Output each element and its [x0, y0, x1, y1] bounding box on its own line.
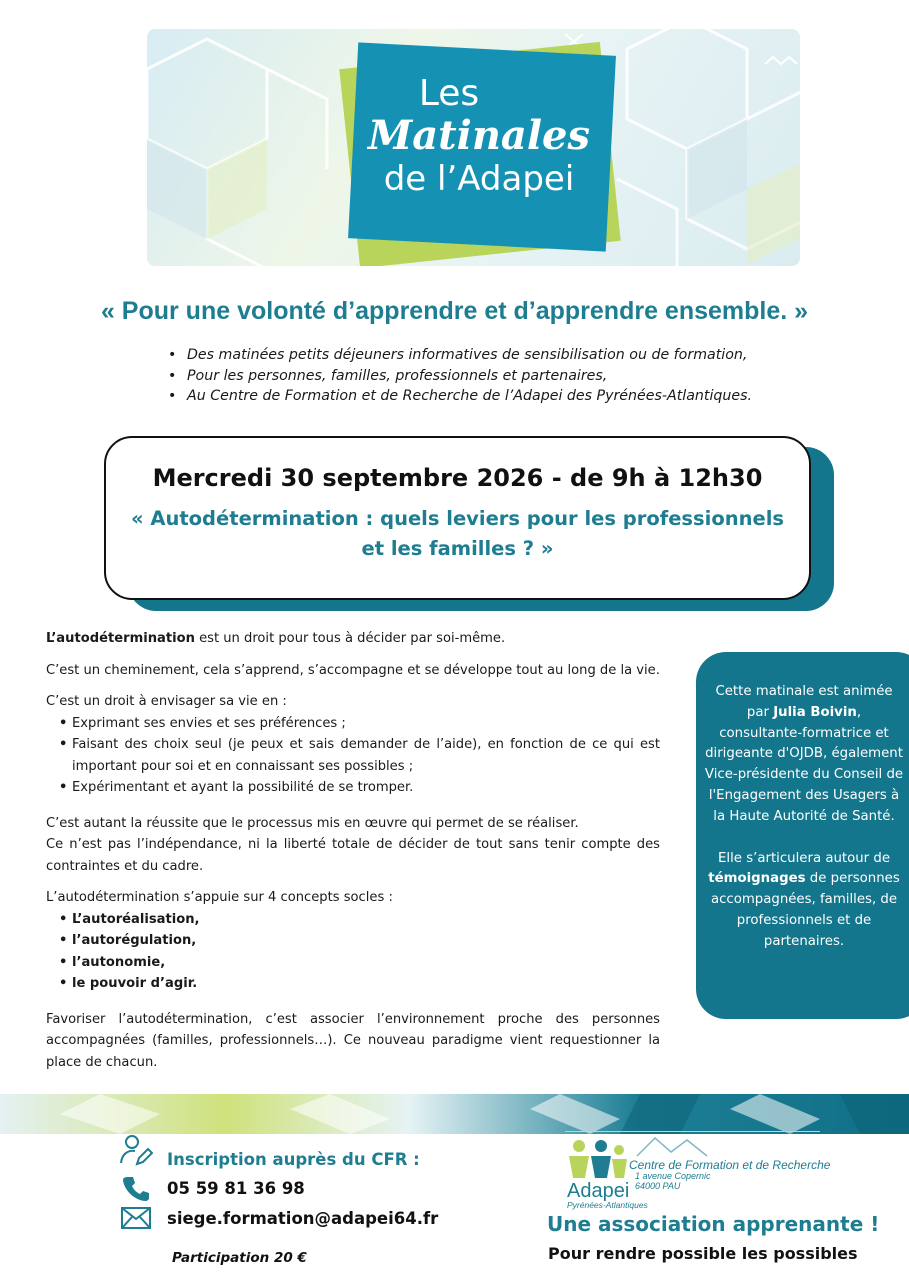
- phone-row: [118, 1174, 305, 1202]
- body-paragraph: Favoriser l’autodétermination, c’est associer l’environnement proche des personnes accompagnées (familles, professionnels…). Ce nouveau paradigme vient requestionner la place de chacun.: [46, 1011, 660, 1070]
- adapei-logo: [565, 1131, 831, 1211]
- body-text: [46, 628, 660, 1083]
- address-line: 64000 PAU: [635, 1180, 681, 1191]
- list-item: • l’autorégulation,: [46, 930, 660, 952]
- testimonials-term: témoignages: [708, 871, 806, 887]
- address-line: 1 avenue Copernic: [635, 1171, 711, 1181]
- event-title: « Autodétermination : quels leviers pour les professionnels et les familles ? »: [130, 507, 785, 560]
- list-item: • le pouvoir d’agir.: [46, 973, 660, 995]
- body-term: L’autodétermination: [46, 631, 195, 646]
- footer-pattern: [0, 1094, 909, 1134]
- speaker-text: Cette matinale est animée par: [715, 684, 893, 720]
- mail-icon: [118, 1207, 154, 1229]
- mountain-line-icon: [635, 1134, 795, 1160]
- event-box: [104, 436, 811, 600]
- body-paragraph: Ce n’est pas l’indépendance, ni la liberté totale de décider de tout sans tenir compte des contraintes et du cadre.: [46, 837, 660, 874]
- body-paragraph: C’est autant la réussite que le processus mis en œuvre qui permet de se réaliser.: [46, 815, 579, 831]
- phone-number[interactable]: 05 59 81 36 98: [167, 1178, 305, 1198]
- cfr-address: [635, 1172, 711, 1191]
- footer-band: [0, 1094, 909, 1134]
- list-item: • Expérimentant et ayant la possibilité de se tromper.: [46, 777, 660, 799]
- speaker-panel: [696, 652, 909, 1019]
- concepts-list: [46, 909, 660, 995]
- adapei-name: Adapei: [567, 1180, 630, 1202]
- speaker-name: Julia Boivin: [773, 704, 857, 720]
- logo-line-3: de l’Adapei: [383, 159, 575, 199]
- intro-list: [168, 345, 868, 407]
- intro-item: • Des matinées petits déjeuners informatives de sensibilisation ou de formation,: [168, 345, 868, 366]
- body-paragraph: C’est un cheminement, cela s’apprend, s’accompagne et se développe tout au long de la vie.: [46, 662, 660, 678]
- header-banner: [147, 29, 800, 266]
- adapei-region: Pyrénées-Atlantiques: [567, 1200, 648, 1210]
- list-item: • Exprimant ses envies et ses préférences ;: [46, 713, 660, 735]
- intro-item: • Pour les personnes, familles, professionnels et partenaires,: [168, 366, 868, 387]
- cfr-name: Centre de Formation et de Recherche: [629, 1158, 831, 1172]
- body-paragraph: [46, 628, 660, 650]
- body-text-span: est un droit pour tous à décider par soi-même.: [194, 631, 506, 646]
- sub-slogan: Pour rendre possible les possibles: [548, 1244, 858, 1263]
- event-date: Mercredi 30 septembre 2026 - de 9h à 12h30: [152, 464, 763, 492]
- body-list: [46, 713, 660, 799]
- logo-line-1: Les: [418, 73, 480, 114]
- speaker-text: de personnes accompagnées, familles, de professionnels et de partenaires.: [710, 871, 900, 949]
- body-paragraph: C’est un droit à envisager sa vie en :: [46, 694, 287, 709]
- participation-fee: Participation 20 €: [172, 1250, 307, 1266]
- person-edit-icon: [118, 1133, 154, 1167]
- list-item: • L’autoréalisation,: [46, 909, 660, 931]
- email-address[interactable]: siege.formation@adapei64.fr: [167, 1208, 439, 1228]
- matinales-logo: [359, 74, 599, 200]
- list-item: • l’autonomie,: [46, 952, 660, 974]
- speaker-paragraph: [704, 682, 904, 828]
- testimonials-paragraph: [704, 849, 904, 953]
- intro-item: • Au Centre de Formation et de Recherche de l’Adapei des Pyrénées-Atlantiques.: [168, 386, 868, 407]
- inscription-label: Inscription auprès du CFR :: [167, 1150, 420, 1169]
- email-row: [118, 1207, 438, 1229]
- body-paragraph: L’autodétermination s’appuie sur 4 concepts socles :: [46, 890, 393, 905]
- phone-icon: [118, 1174, 154, 1202]
- slogan: Une association apprenante !: [547, 1212, 880, 1236]
- logo-line-2: Matinales: [367, 112, 591, 159]
- tagline: « Pour une volonté d’apprendre et d’apprendre ensemble. »: [100, 297, 809, 325]
- speaker-text: , consultante-formatrice et dirigeante d'OJDB, également Vice-présidente du Conseil de l'Engagement des Usagers à la Haute Autorité de Santé.: [704, 704, 904, 824]
- adapei-figures-icon: [567, 1136, 637, 1186]
- speaker-text: Elle s’articulera autour de: [718, 850, 890, 866]
- list-item: • Faisant des choix seul (je peux et sais demander de l’aide), en fonction de ce qui est important pour soi et en connaissant ses possibles ;: [46, 734, 660, 777]
- inscription-row: [118, 1130, 420, 1169]
